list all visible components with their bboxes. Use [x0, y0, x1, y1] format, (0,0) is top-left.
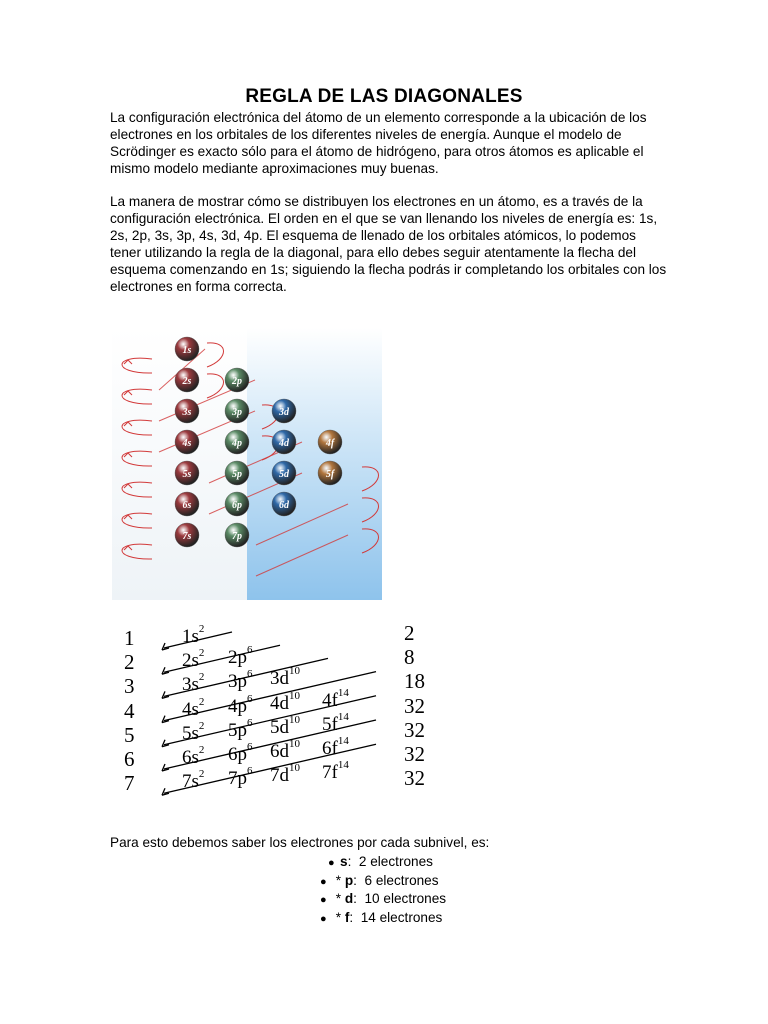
config-5s	[182, 719, 205, 745]
svg-text:4p: 4p	[232, 438, 242, 449]
orbital-name: 6p	[228, 744, 247, 765]
orbital-4s	[175, 430, 199, 454]
method-paragraph: La manera de mostrar cómo se distribuyen los electrones en un átomo, es a través de la configuración electrónica. El orden en el que se van llenando los niveles de energía es: 1s, 2s, 2p, 3s, 3p, 4s, 3d, 4p. El esquema de llenado de los orbitales atómicos, lo podemos tener utilizando la regla de la diagonal, para ello debes seguir atentamente la flecha del esquema comenzando en 1s; siguiendo la flecha podrás ir completando los orbitales con los electrones en forma correcta.	[110, 194, 667, 294]
orbital-name: 6f	[322, 738, 338, 759]
orbital-5s	[175, 461, 199, 485]
svg-text:4d: 4d	[279, 438, 289, 449]
electron-count: 6	[247, 716, 253, 729]
subshell-note: Para esto debemos saber los electrones por cada subnivel, es:	[110, 835, 490, 850]
svg-text:3d: 3d	[279, 407, 289, 418]
subshell-prefix: *	[332, 891, 345, 907]
orbital-name: 1s	[182, 626, 199, 647]
config-6f	[322, 735, 349, 760]
electron-count: 14	[337, 735, 349, 747]
svg-text:3s: 3s	[182, 407, 192, 418]
subshell-item-d	[320, 890, 446, 909]
config-6p	[228, 741, 253, 766]
electron-count: 2	[198, 695, 205, 708]
config-2s	[182, 647, 205, 672]
electron-count: 10	[289, 762, 300, 775]
svg-text:1s: 1s	[182, 345, 192, 356]
orbital-6p	[225, 492, 249, 516]
orbital-name: 4s	[182, 698, 199, 720]
config-7f	[322, 759, 349, 784]
orbital-6s	[175, 492, 199, 516]
intro-paragraph: La configuración electrónica del átomo de un elemento corresponde a la ubicación de los electrones en los orbitales de los diferentes niveles de energía. Aunque el modelo de Scrödinger es exacto sólo para el átomo de hidrógeno, para otros átomos es aplicable el mismo modelo mediante aproximaciones muy buenas.	[110, 110, 647, 176]
orbital-name: 2s	[182, 650, 199, 672]
electron-count: 6	[247, 765, 253, 778]
svg-text:2s: 2s	[182, 376, 192, 387]
orbital-7s	[175, 523, 199, 547]
svg-text:7s: 7s	[182, 531, 192, 542]
level-capacity: 32	[404, 717, 425, 742]
config-5d	[270, 713, 300, 739]
orbital-name: 4d	[270, 692, 289, 714]
electron-count: 10	[289, 738, 300, 750]
orbital-name: 5p	[228, 719, 247, 741]
orbital-5d	[272, 461, 296, 485]
config-3d	[270, 665, 300, 690]
svg-text:4s: 4s	[182, 438, 192, 449]
svg-text:3p: 3p	[232, 407, 242, 418]
config-4f	[322, 686, 349, 712]
orbital-name: 5s	[182, 722, 199, 744]
subshell-item-f	[320, 909, 446, 928]
subshell-electrons: : 6 electrones	[353, 872, 439, 888]
subshell-electrons: : 10 electrones	[353, 891, 447, 907]
config-7d	[270, 762, 300, 787]
level-capacity: 32	[404, 693, 425, 718]
svg-text:5s: 5s	[182, 469, 192, 480]
orbital-5f	[318, 461, 342, 485]
level-number: 4	[124, 698, 135, 723]
subshell-electrons: : 2 electrones	[347, 854, 433, 869]
subshell-name: d	[344, 891, 354, 907]
orbital-4p	[225, 430, 249, 454]
level-capacity: 32	[404, 766, 425, 791]
svg-text:6s: 6s	[182, 500, 192, 511]
subshell-name: p	[344, 872, 354, 888]
electron-count: 14	[337, 710, 349, 723]
level-number: 1	[124, 626, 135, 650]
subshell-item-s	[320, 853, 446, 872]
orbital-name: 5f	[322, 713, 338, 735]
svg-text:6p: 6p	[232, 500, 242, 511]
svg-text:7p: 7p	[232, 531, 242, 542]
svg-text:6d: 6d	[279, 500, 289, 511]
level-capacity: 2	[404, 621, 415, 645]
orbital-6d	[272, 492, 296, 516]
level-capacity: 32	[404, 742, 425, 766]
level-number: 6	[124, 747, 135, 771]
orbital-name: 3d	[270, 668, 289, 690]
config-7s	[182, 768, 205, 793]
diagonal-rule-diagram	[112, 328, 384, 600]
svg-text:2p: 2p	[232, 376, 242, 387]
orbital-name: 5d	[270, 716, 289, 738]
level-capacity: 18	[404, 669, 425, 694]
level-capacity: 8	[404, 645, 415, 670]
subshell-name: s	[340, 854, 348, 869]
electron-count: 10	[289, 689, 300, 702]
orbital-1s	[175, 337, 199, 361]
electron-count: 6	[247, 668, 253, 681]
orbital-name: 6s	[182, 747, 199, 768]
electron-count: 10	[289, 713, 300, 726]
config-3p	[228, 668, 253, 693]
orbital-3d	[272, 399, 296, 423]
level-number: 7	[124, 771, 135, 796]
electron-configuration-table	[112, 616, 452, 806]
orbital-name: 4f	[322, 689, 338, 711]
diagonal-diagram-svg	[112, 328, 384, 600]
subshell-prefix: *	[332, 910, 345, 926]
bullet-icon: ●	[320, 875, 327, 888]
electron-count: 2	[198, 647, 205, 660]
orbital-2p	[225, 368, 249, 392]
electron-count: 14	[337, 686, 349, 699]
orbital-name: 7d	[270, 765, 289, 787]
config-6d	[270, 738, 300, 763]
level-number: 2	[124, 650, 135, 675]
electron-count: 6	[247, 741, 253, 753]
orbital-name: 3s	[182, 674, 199, 696]
level-number: 3	[124, 674, 135, 699]
orbital-name: 3p	[228, 671, 247, 693]
subshell-prefix: *	[332, 872, 345, 888]
config-4p	[228, 692, 253, 718]
subshell-name: f	[344, 910, 350, 926]
orbital-name: 7s	[182, 771, 199, 793]
config-1s	[182, 623, 205, 648]
electron-count: 14	[337, 759, 349, 772]
electron-count: 10	[289, 665, 300, 678]
electron-count: 2	[198, 671, 205, 684]
diagram-blue-panel	[247, 328, 382, 600]
electron-count: 2	[198, 744, 205, 756]
config-5p	[228, 716, 253, 742]
config-7p	[228, 765, 253, 790]
config-3s	[182, 671, 205, 696]
svg-text:5f: 5f	[325, 469, 335, 480]
bullet-icon: ●	[320, 913, 327, 926]
subshell-electrons: : 14 electrones	[349, 910, 443, 926]
orbital-name: 2p	[228, 647, 247, 669]
subshell-item-p	[320, 872, 446, 891]
orbital-7p	[225, 523, 249, 547]
config-2p	[228, 644, 253, 669]
orbital-4f	[318, 430, 342, 454]
electron-count: 2	[198, 623, 205, 635]
subshell-list	[320, 853, 446, 928]
config-4d	[270, 689, 300, 715]
electron-count: 2	[198, 768, 205, 781]
config-6s	[182, 744, 205, 769]
electron-count: 6	[247, 644, 253, 657]
orbital-4d	[272, 430, 296, 454]
page-title: REGLA DE LAS DIAGONALES	[245, 86, 523, 107]
orbital-name: 7p	[228, 768, 247, 790]
electron-count: 2	[198, 719, 205, 732]
orbital-5p	[225, 461, 249, 485]
bullet-icon: ●	[320, 894, 327, 907]
bullet-icon: ●	[328, 857, 335, 869]
svg-text:5d: 5d	[279, 469, 289, 480]
orbital-3s	[175, 399, 199, 423]
svg-text:5p: 5p	[232, 469, 242, 480]
orbital-name: 7f	[322, 762, 338, 784]
svg-text:4f: 4f	[325, 438, 335, 449]
orbital-2s	[175, 368, 199, 392]
level-number: 5	[124, 722, 135, 747]
orbital-name: 4p	[228, 695, 247, 717]
orbital-3p	[225, 399, 249, 423]
config-4s	[182, 695, 205, 721]
config-5f	[322, 710, 349, 736]
orbital-name: 6d	[270, 741, 289, 762]
electron-count: 6	[247, 692, 253, 705]
